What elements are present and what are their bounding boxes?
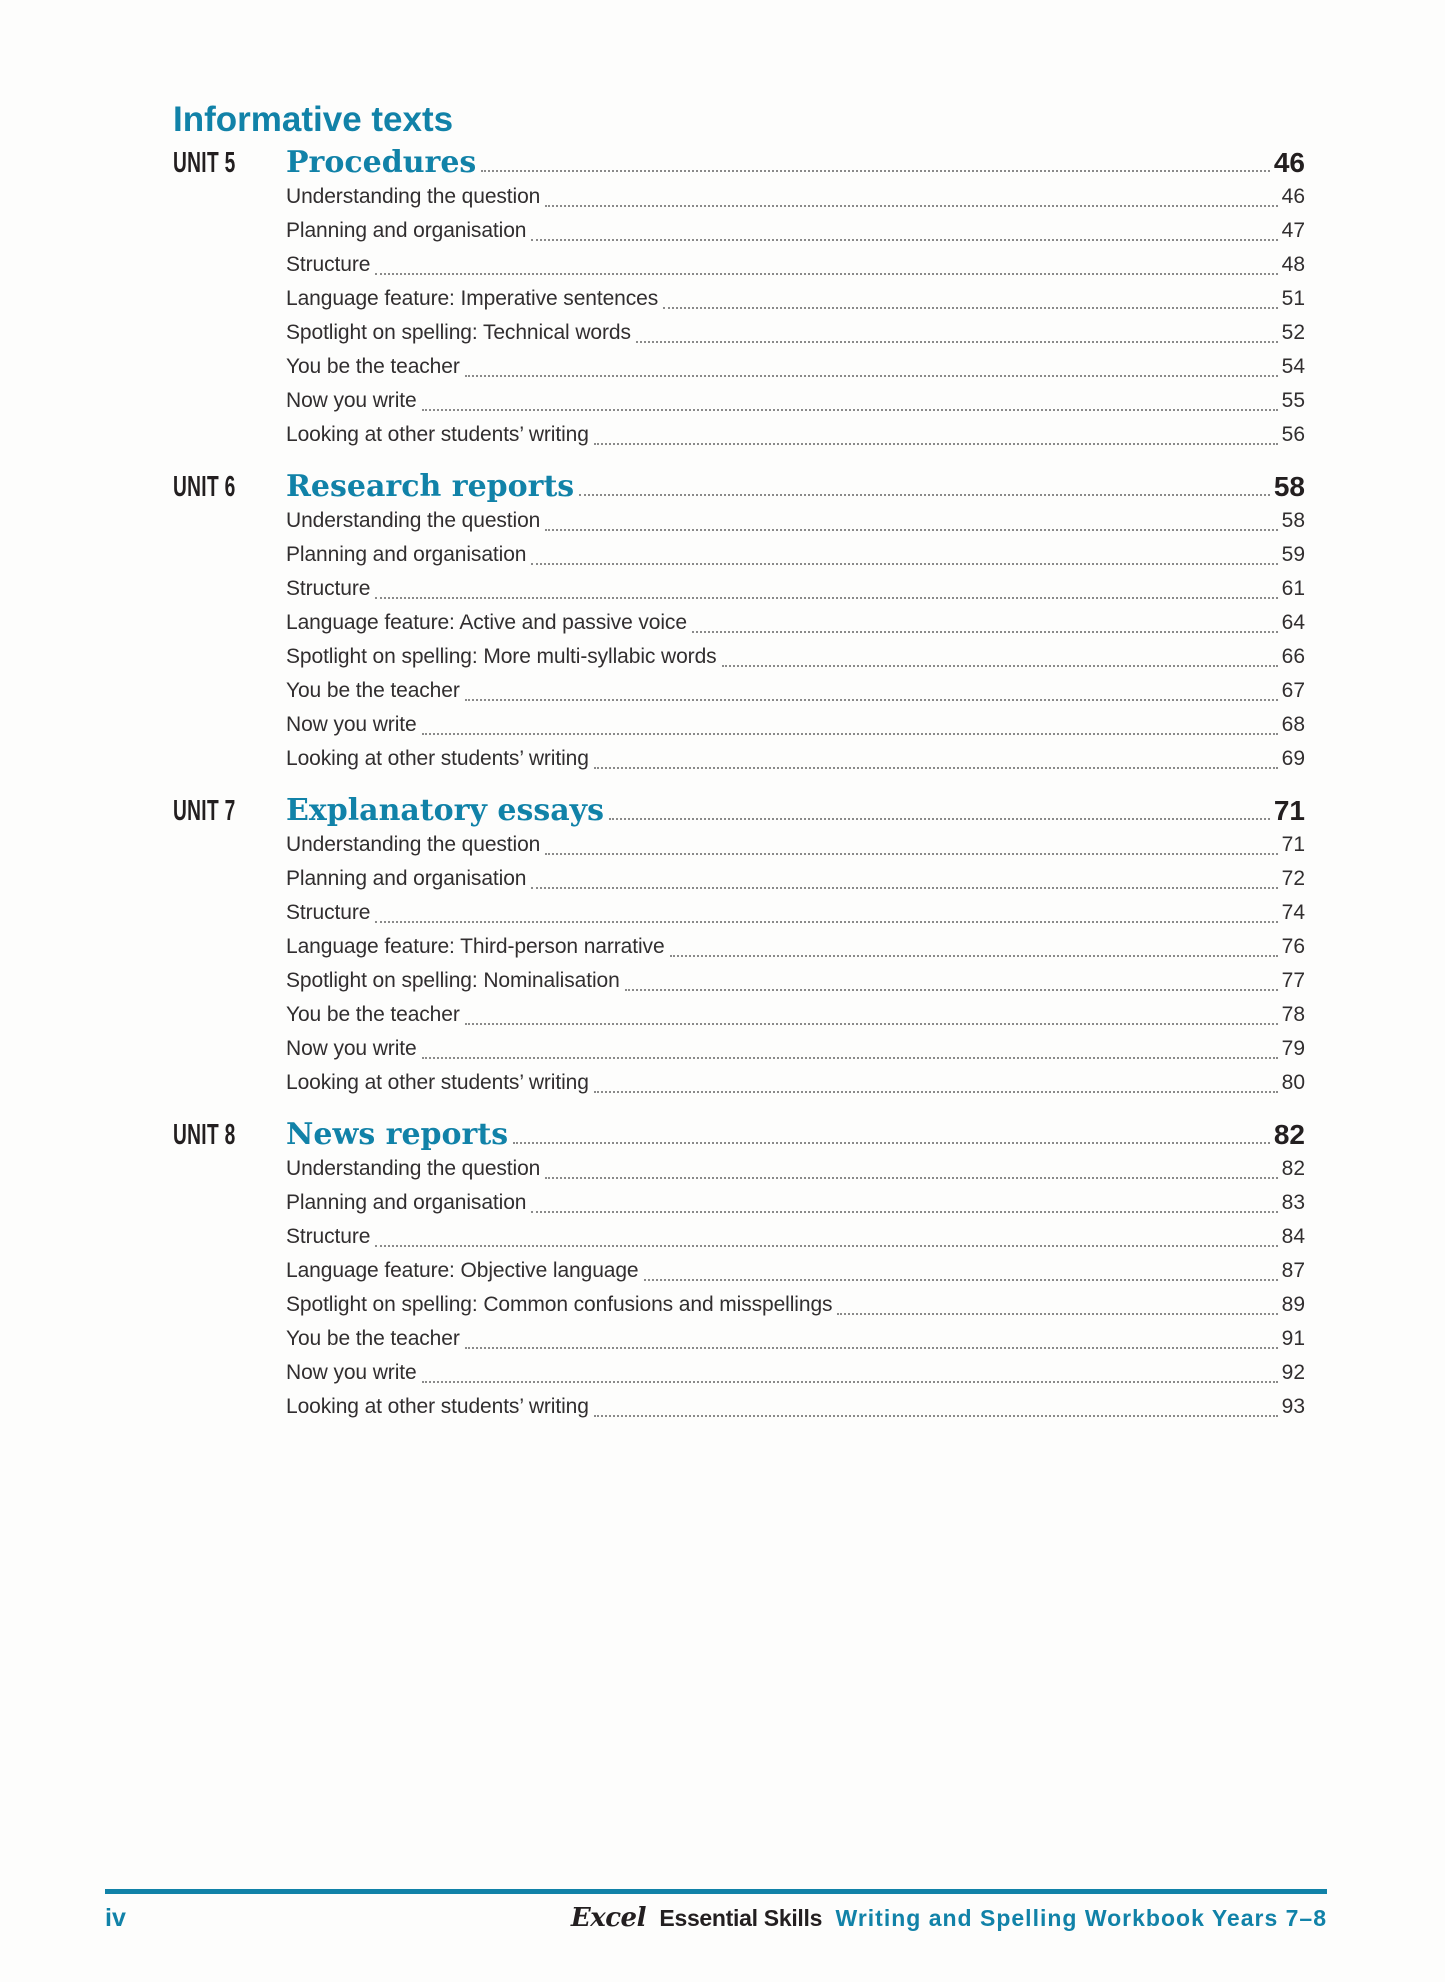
dot-leader	[837, 1313, 1277, 1315]
dot-leader	[465, 1023, 1278, 1025]
toc-item-row	[173, 572, 1305, 606]
dot-leader	[422, 733, 1278, 735]
toc-unit	[173, 466, 1305, 776]
toc-item-label: Planning and organisation	[286, 867, 527, 890]
toc-item-label: Now you write	[286, 713, 417, 736]
toc-item-label: Planning and organisation	[286, 219, 527, 242]
toc-item-row	[173, 606, 1305, 640]
toc-item-label: Planning and organisation	[286, 543, 527, 566]
dot-leader	[594, 443, 1278, 445]
toc-item-page-number: 48	[1281, 253, 1305, 276]
toc-units	[173, 142, 1305, 1424]
page-footer	[105, 1889, 1327, 1933]
toc-item-label: Understanding the question	[286, 833, 541, 856]
dot-leader	[594, 1091, 1278, 1093]
toc-content	[173, 102, 1305, 1424]
toc-item-label: You be the teacher	[286, 679, 460, 702]
toc-unit	[173, 1114, 1305, 1424]
toc-item-page-number: 72	[1281, 867, 1305, 890]
toc-item-row	[173, 1220, 1305, 1254]
toc-item-page-number: 56	[1281, 423, 1305, 446]
toc-item-row	[173, 964, 1305, 998]
toc-item-row	[173, 384, 1305, 418]
unit-label: UNIT 6	[173, 471, 236, 503]
toc-item-row	[173, 674, 1305, 708]
dot-leader	[375, 1245, 1277, 1247]
toc-item-row	[173, 316, 1305, 350]
toc-item-page-number: 59	[1281, 543, 1305, 566]
toc-item-row	[173, 248, 1305, 282]
toc-item-page-number: 69	[1281, 747, 1305, 770]
toc-item-page-number: 84	[1281, 1225, 1305, 1248]
toc-item-row	[173, 538, 1305, 572]
unit-title: News reports	[286, 1117, 509, 1152]
unit-label: UNIT 5	[173, 147, 236, 179]
toc-item-label: Spotlight on spelling: Technical words	[286, 321, 631, 344]
toc-item-page-number: 74	[1281, 901, 1305, 924]
toc-item-label: Understanding the question	[286, 1157, 541, 1180]
toc-item-page-number: 93	[1281, 1395, 1305, 1418]
footer-row	[105, 1903, 1327, 1933]
toc-item-row	[173, 1066, 1305, 1100]
toc-item-label: Looking at other students’ writing	[286, 1071, 589, 1094]
toc-item-page-number: 91	[1281, 1327, 1305, 1350]
toc-item-page-number: 76	[1281, 935, 1305, 958]
dot-leader	[579, 494, 1270, 496]
toc-item-label: Now you write	[286, 1361, 417, 1384]
dot-leader	[422, 1057, 1278, 1059]
toc-item-page-number: 58	[1281, 509, 1305, 532]
dot-leader	[375, 921, 1277, 923]
toc-item-page-number: 92	[1281, 1361, 1305, 1384]
toc-item-row	[173, 640, 1305, 674]
toc-item-page-number: 78	[1281, 1003, 1305, 1026]
toc-item-page-number: 66	[1281, 645, 1305, 668]
toc-item-page-number: 52	[1281, 321, 1305, 344]
unit-title: Explanatory essays	[286, 793, 604, 828]
toc-item-label: Language feature: Active and passive voice	[286, 611, 687, 634]
toc-item-label: You be the teacher	[286, 355, 460, 378]
footer-book-title: Writing and Spelling Workbook Years 7–8	[835, 1905, 1327, 1931]
toc-item-page-number: 61	[1281, 577, 1305, 600]
toc-unit	[173, 142, 1305, 452]
dot-leader	[594, 767, 1278, 769]
toc-item-row	[173, 1322, 1305, 1356]
toc-item-row	[173, 418, 1305, 452]
dot-leader	[422, 409, 1278, 411]
dot-leader	[636, 341, 1278, 343]
toc-item-label: Understanding the question	[286, 509, 541, 532]
dot-leader	[422, 1381, 1278, 1383]
footer-imprint	[571, 1903, 1327, 1933]
toc-item-label: Spotlight on spelling: Common confusions and misspellings	[286, 1293, 833, 1316]
dot-leader	[545, 853, 1277, 855]
dot-leader	[531, 239, 1277, 241]
toc-item-page-number: 55	[1281, 389, 1305, 412]
toc-item-row	[173, 1356, 1305, 1390]
excel-brand-logo: Excel	[570, 1903, 646, 1933]
toc-item-row	[173, 282, 1305, 316]
dot-leader	[465, 375, 1278, 377]
dot-leader	[545, 1177, 1277, 1179]
toc-item-label: Looking at other students’ writing	[286, 423, 589, 446]
dot-leader	[465, 1347, 1278, 1349]
unit-page-number: 46	[1273, 147, 1305, 178]
toc-item-page-number: 77	[1281, 969, 1305, 992]
toc-item-row	[173, 1254, 1305, 1288]
dot-leader	[375, 273, 1277, 275]
toc-item-page-number: 47	[1281, 219, 1305, 242]
dot-leader	[545, 205, 1277, 207]
unit-heading-row	[173, 790, 1305, 828]
toc-item-row	[173, 1186, 1305, 1220]
toc-item-page-number: 79	[1281, 1037, 1305, 1060]
dot-leader	[375, 597, 1277, 599]
toc-item-label: You be the teacher	[286, 1327, 460, 1350]
dot-leader	[465, 699, 1278, 701]
toc-item-row	[173, 708, 1305, 742]
unit-page-number: 82	[1273, 1119, 1305, 1150]
toc-item-page-number: 68	[1281, 713, 1305, 736]
unit-label: UNIT 7	[173, 795, 236, 827]
toc-item-label: Spotlight on spelling: More multi-syllabic words	[286, 645, 717, 668]
dot-leader	[644, 1279, 1278, 1281]
toc-item-row	[173, 998, 1305, 1032]
toc-item-label: Understanding the question	[286, 185, 541, 208]
toc-item-label: Looking at other students’ writing	[286, 747, 589, 770]
unit-heading-row	[173, 466, 1305, 504]
toc-item-page-number: 51	[1281, 287, 1305, 310]
toc-item-label: Language feature: Objective language	[286, 1259, 639, 1282]
unit-title: Research reports	[286, 469, 575, 504]
toc-item-page-number: 83	[1281, 1191, 1305, 1214]
unit-heading-row	[173, 142, 1305, 180]
toc-item-label: Spotlight on spelling: Nominalisation	[286, 969, 620, 992]
unit-page-number: 58	[1273, 471, 1305, 502]
toc-item-row	[173, 828, 1305, 862]
dot-leader	[692, 631, 1278, 633]
toc-item-row	[173, 350, 1305, 384]
unit-label: UNIT 8	[173, 1119, 236, 1151]
dot-leader	[663, 307, 1278, 309]
page-number-folio: iv	[105, 1904, 126, 1932]
toc-item-label: Now you write	[286, 389, 417, 412]
toc-item-label: Structure	[286, 1225, 371, 1248]
toc-item-label: Now you write	[286, 1037, 417, 1060]
dot-leader	[531, 563, 1277, 565]
toc-item-page-number: 54	[1281, 355, 1305, 378]
dot-leader	[545, 529, 1277, 531]
toc-item-label: You be the teacher	[286, 1003, 460, 1026]
toc-item-row	[173, 180, 1305, 214]
toc-item-row	[173, 1032, 1305, 1066]
dot-leader	[531, 1211, 1277, 1213]
footer-series-name: Essential Skills	[659, 1905, 823, 1931]
toc-item-page-number: 71	[1281, 833, 1305, 856]
dot-leader	[609, 818, 1270, 820]
toc-item-row	[173, 930, 1305, 964]
dot-leader	[531, 887, 1277, 889]
toc-item-row	[173, 1390, 1305, 1424]
footer-rule	[105, 1889, 1327, 1894]
toc-item-row	[173, 504, 1305, 538]
toc-item-page-number: 46	[1281, 185, 1305, 208]
unit-title: Procedures	[286, 145, 477, 180]
toc-item-row	[173, 742, 1305, 776]
dot-leader	[481, 170, 1270, 172]
toc-item-label: Looking at other students’ writing	[286, 1395, 589, 1418]
toc-unit	[173, 790, 1305, 1100]
toc-item-page-number: 64	[1281, 611, 1305, 634]
toc-item-label: Language feature: Third-person narrative	[286, 935, 665, 958]
unit-page-number: 71	[1273, 795, 1305, 826]
toc-item-label: Language feature: Imperative sentences	[286, 287, 659, 310]
toc-item-page-number: 89	[1281, 1293, 1305, 1316]
dot-leader	[513, 1142, 1270, 1144]
dot-leader	[670, 955, 1278, 957]
toc-item-page-number: 67	[1281, 679, 1305, 702]
toc-item-label: Structure	[286, 577, 371, 600]
toc-item-page-number: 87	[1281, 1259, 1305, 1282]
dot-leader	[722, 665, 1278, 667]
toc-item-row	[173, 1152, 1305, 1186]
section-heading: Informative texts	[173, 100, 454, 139]
toc-item-page-number: 82	[1281, 1157, 1305, 1180]
toc-item-label: Planning and organisation	[286, 1191, 527, 1214]
toc-item-row	[173, 1288, 1305, 1322]
dot-leader	[625, 989, 1278, 991]
toc-item-page-number: 80	[1281, 1071, 1305, 1094]
dot-leader	[594, 1415, 1278, 1417]
toc-item-label: Structure	[286, 253, 371, 276]
toc-item-label: Structure	[286, 901, 371, 924]
toc-item-row	[173, 896, 1305, 930]
toc-item-row	[173, 862, 1305, 896]
toc-item-row	[173, 214, 1305, 248]
unit-heading-row	[173, 1114, 1305, 1152]
